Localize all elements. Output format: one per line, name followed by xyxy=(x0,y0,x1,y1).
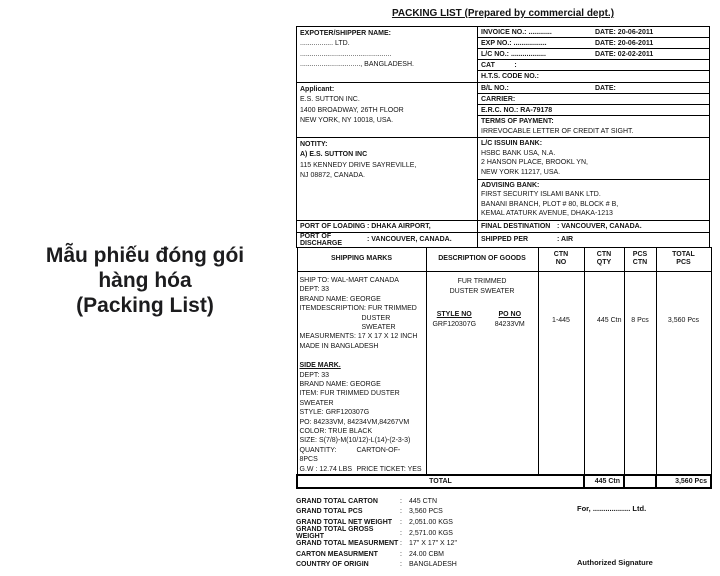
advising-bank-line: BANANI BRANCH, PLOT # 80, BLOCK # B, xyxy=(481,200,619,208)
colon: : xyxy=(400,550,402,558)
mark-line: SHIP TO: WAL-MART CANADA xyxy=(299,276,399,284)
lc-bank-block xyxy=(478,138,709,179)
mark-line: MEASURMENTS: 17 X 17 X 12 INCH xyxy=(299,333,418,341)
invoice-block xyxy=(478,27,709,82)
style-no-label: STYLE NO xyxy=(436,311,472,319)
mark-line: ITEMDESCRIPTION: FUR TRIMMED xyxy=(299,305,417,313)
total-ctn-qty-cell: 445 Ctn xyxy=(584,475,624,488)
form-row-loading xyxy=(297,221,709,233)
packing-list-document xyxy=(296,8,710,576)
lc-bank-line: 2 HANSON PLACE, BROOKL YN, xyxy=(481,159,588,167)
ctn-no-cell: 1-445 xyxy=(538,271,584,475)
col-header-line: NO xyxy=(555,259,567,267)
final-destination-cell xyxy=(478,223,709,230)
document-title: PACKING LIST (Prepared by commercial dept.) xyxy=(391,8,615,19)
grand-total-label: GRAND TOTAL NET WEIGHT xyxy=(296,519,393,527)
grand-total-value: 445 CTN xyxy=(409,497,438,505)
pcs-ctn-cell: 8 Pcs xyxy=(624,271,656,475)
col-header-line: PCS xyxy=(676,259,691,267)
grand-total-label: CARTON MEASURMENT xyxy=(296,550,378,558)
side-mark-line: DEPT: 33 xyxy=(299,371,330,379)
page-title-line1: Mẫu phiếu đóng gói xyxy=(45,244,245,267)
form-row-applicant xyxy=(297,83,709,138)
port-loading-value: : DHAKA AIRPORT, xyxy=(367,222,431,230)
exp-no-row xyxy=(478,38,709,49)
shipping-details-block xyxy=(478,83,709,137)
for-company-line: For, .................. Ltd. xyxy=(577,504,647,514)
col-header-ctn-no xyxy=(538,247,584,271)
grand-total-label: GRAND TOTAL MEASURMENT xyxy=(296,540,399,548)
bl-no-label: B/L NO.: xyxy=(481,84,509,92)
notify-block xyxy=(297,138,478,220)
gross-weight-value: G.W : 12.74 LBS xyxy=(299,465,353,473)
erc-row xyxy=(478,105,709,116)
exp-date: DATE: 20-06-2011 xyxy=(595,39,654,47)
style-po-values xyxy=(427,320,538,330)
lc-bank-line: NEW YORK 11217, USA. xyxy=(481,168,561,176)
side-mark-line: COLOR: TRUE BLACK xyxy=(299,428,373,436)
applicant-line: 1400 BROADWAY, 26TH FLOOR xyxy=(300,106,404,114)
grand-total-row xyxy=(296,507,710,518)
grand-total-row xyxy=(296,496,710,507)
advising-bank-line: KEMAL ATATURK AVENUE, DHAKA-1213 xyxy=(481,210,613,218)
col-header-total-pcs xyxy=(656,247,711,271)
grand-total-value: 2,051.00 KGS xyxy=(409,519,453,527)
grand-total-label: GRAND TOTAL PCS xyxy=(296,508,363,516)
side-mark-line: STYLE: GRF120307G xyxy=(299,409,370,417)
port-discharge-cell xyxy=(297,233,478,247)
exporter-line: ................. LTD. xyxy=(300,40,350,48)
grand-total-row xyxy=(296,538,710,549)
shipping-marks-cell xyxy=(297,271,426,475)
header-form xyxy=(296,26,710,248)
final-destination-label: FINAL DESTINATION xyxy=(481,222,551,230)
grand-total-row xyxy=(296,528,710,539)
lc-no-label: L/C NO.: .................. xyxy=(481,50,546,58)
ctn-qty-cell: 445 Ctn xyxy=(584,271,624,475)
page-title-line3: (Packing List) xyxy=(76,294,214,317)
exporter-line: ..............................., BANGLADESH. xyxy=(300,60,414,68)
grand-total-label: GRAND TOTAL CARTON xyxy=(296,497,378,505)
mark-line: DEPT: 33 xyxy=(299,286,330,294)
invoice-no-label: INVOICE NO.: ............ xyxy=(481,28,552,36)
cat-label: CAT : xyxy=(481,61,517,69)
mark-line: MADE IN BANGLADESH xyxy=(299,342,379,350)
notify-line: NJ 08872, CANADA. xyxy=(300,172,365,180)
description-line: DUSTER SWEATER xyxy=(449,287,515,295)
shipped-per-label: SHIPPED PER xyxy=(481,236,529,244)
col-header-ctn-qty xyxy=(584,247,624,271)
port-loading-label: PORT OF LOADING xyxy=(300,222,366,230)
col-header-description: DESCRIPTION OF GOODS xyxy=(426,247,538,271)
page-title-line2: hàng hóa xyxy=(98,269,192,292)
grand-total-label: GRAND TOTAL GROSS WEIGHT xyxy=(296,526,374,541)
mark-line: DUSTER SWEATER xyxy=(361,314,396,331)
grand-total-value: 2,571.00 KGS xyxy=(409,529,453,537)
shipped-per-value: : AIR xyxy=(557,236,574,244)
col-header-line: QTY xyxy=(596,259,612,267)
side-mark-block xyxy=(300,361,424,474)
terms-block xyxy=(478,116,709,137)
advising-bank-block xyxy=(478,180,709,220)
col-header-line: CTN xyxy=(632,259,648,267)
cat-row xyxy=(478,60,709,71)
quantity-row xyxy=(300,446,424,465)
form-row-exporter xyxy=(297,27,709,83)
side-mark-title: SIDE MARK. xyxy=(299,362,341,370)
colon: : xyxy=(400,540,402,548)
page-title xyxy=(8,243,282,318)
total-total-pcs-cell: 3,560 Pcs xyxy=(656,475,711,488)
exporter-label: EXPOTER/SHIPPER NAME: xyxy=(300,30,392,37)
carrier-row xyxy=(478,94,709,105)
terms-label: TERMS OF PAYMENT: xyxy=(481,118,554,125)
lc-bank-label: L/C ISSUIN BANK: xyxy=(481,140,543,148)
grand-total-label: COUNTRY OF ORIGIN xyxy=(296,561,369,569)
colon: : xyxy=(400,519,402,527)
invoice-date: DATE: 20-06-2011 xyxy=(595,28,654,36)
side-mark-line: SIZE: S(7/8)-M(10/12)-L(14)-(2-3-3) xyxy=(299,437,411,445)
colon: : xyxy=(400,497,402,505)
col-header-line: PCS xyxy=(632,250,648,258)
col-header-line: CTN xyxy=(596,250,612,258)
side-mark-line: ITEM: FUR TRIMMED DUSTER SWEATER xyxy=(299,390,400,407)
invoice-no-row xyxy=(478,27,709,38)
gross-weight-row xyxy=(300,465,424,474)
port-loading-cell xyxy=(297,221,478,232)
colon: : xyxy=(400,508,402,516)
total-pcs-ctn-cell xyxy=(624,475,656,488)
style-po-labels xyxy=(427,310,538,320)
po-no-label: PO NO xyxy=(498,311,522,319)
applicant-label: Applicant: xyxy=(300,86,335,93)
grand-total-value: 24.00 CBM xyxy=(409,550,445,558)
banks-block xyxy=(478,138,709,220)
port-discharge-value: : VANCOUVER, CANADA. xyxy=(367,236,452,244)
erc-label: E.R.C. NO.: RA-79178 xyxy=(481,106,553,114)
price-ticket-value: PRICE TICKET: YES xyxy=(356,465,422,473)
form-row-notify xyxy=(297,138,709,221)
lc-date: DATE: 02-02-2011 xyxy=(595,50,654,58)
goods-table-body-row xyxy=(297,271,711,475)
quantity-value: QUANTITY: 8PCS xyxy=(299,446,337,464)
bl-no-row xyxy=(478,83,709,94)
col-header-pcs-ctn xyxy=(624,247,656,271)
grand-total-value: 17" X 17" X 12" xyxy=(409,540,457,548)
grand-total-value: 3,560 PCS xyxy=(409,508,443,516)
carrier-label: CARRIER: xyxy=(481,95,516,103)
col-header-line: TOTAL xyxy=(672,250,695,258)
hts-row xyxy=(478,71,709,82)
final-destination-value: : VANCOUVER, CANADA. xyxy=(557,222,642,230)
col-header-line: CTN xyxy=(553,250,569,258)
grand-total-value: BANGLADESH xyxy=(409,561,457,569)
port-discharge-row xyxy=(297,233,709,247)
port-loading-row xyxy=(297,221,709,232)
side-mark-line: BRAND NAME: GEORGE xyxy=(299,381,381,388)
port-discharge-label: PORT OF DISCHARGE xyxy=(300,232,343,247)
goods-table-total-row xyxy=(297,475,711,488)
lc-bank-line: HSBC BANK USA, N.A. xyxy=(481,149,556,157)
applicant-line: E.S. SUTTON INC. xyxy=(300,96,360,104)
style-no-value: GRF120307G xyxy=(432,320,477,328)
footer-section xyxy=(296,496,710,576)
lc-no-row xyxy=(478,49,709,60)
bl-date: DATE: xyxy=(595,84,616,92)
description-line: FUR TRIMMED xyxy=(457,277,507,285)
description-cell xyxy=(426,271,538,475)
colon: : xyxy=(400,561,402,569)
col-header-shipping-marks: SHIPPING MARKS xyxy=(297,247,426,271)
advising-bank-label: ADVISING BANK: xyxy=(481,181,540,189)
carton-of-value: CARTON-OF- xyxy=(356,446,401,454)
exporter-block xyxy=(297,27,478,82)
mark-line: BRAND NAME: GEORGE xyxy=(299,295,381,303)
advising-bank-line: FIRST SECURITY ISLAMI BANK LTD. xyxy=(481,191,601,199)
applicant-block xyxy=(297,83,478,137)
total-label-cell: TOTAL xyxy=(297,475,584,488)
exp-no-label: EXP NO.: ................. xyxy=(481,39,547,47)
exporter-line: ............................................... xyxy=(300,50,392,58)
terms-value: IRREVOCABLE LETTER OF CREDIT AT SIGHT. xyxy=(481,127,634,135)
colon: : xyxy=(400,529,402,537)
notify-line: A) E.S. SUTTON INC xyxy=(300,151,368,159)
notify-label: NOTITY: xyxy=(300,141,328,149)
goods-table-header-row xyxy=(297,247,711,271)
hts-label: H.T.S. CODE NO.: xyxy=(481,73,539,80)
notify-line: 115 KENNEDY DRIVE SAYREVILLE, xyxy=(300,161,417,169)
total-pcs-cell: 3,560 Pcs xyxy=(656,271,711,475)
form-row-discharge xyxy=(297,233,709,247)
po-no-value: 84233VM xyxy=(494,320,525,328)
goods-table xyxy=(296,247,712,489)
shipped-per-cell xyxy=(478,236,709,243)
authorized-signature-label: Authorized Signature xyxy=(577,558,653,568)
side-mark-line: PO: 84233VM, 84234VM,84267VM xyxy=(299,418,410,426)
applicant-line: NEW YORK, NY 10018, USA. xyxy=(300,116,394,124)
